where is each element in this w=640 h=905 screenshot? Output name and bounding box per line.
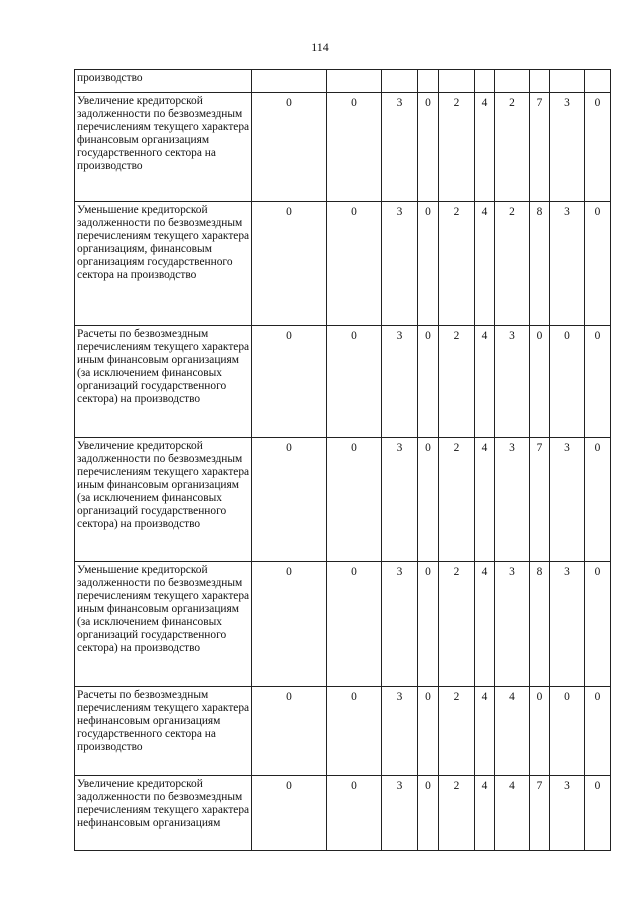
code-digit: 2 xyxy=(495,93,530,202)
code-digit: 4 xyxy=(475,93,495,202)
code-digit: 2 xyxy=(495,202,530,326)
code-digit: 3 xyxy=(382,687,418,776)
code-digit: 3 xyxy=(382,93,418,202)
code-digit: 0 xyxy=(418,776,439,851)
code-digit: 7 xyxy=(530,93,550,202)
code-digit: 4 xyxy=(475,326,495,438)
code-digit: 3 xyxy=(550,93,585,202)
code-digit: 0 xyxy=(418,438,439,562)
account-codes-table xyxy=(74,69,611,851)
row-description: Расчеты по безвозмездным перечислениям текущего характера нефинансовым организациям государственного сектора на производство xyxy=(75,687,252,776)
row-description: Увеличение кредиторской задолженности по безвозмездным перечислениям текущего характера иным финансовым организациям (за исключением финансовых организаций государственного сектора) на производство xyxy=(75,438,252,562)
code-digit: 0 xyxy=(252,93,327,202)
code-digit: 0 xyxy=(585,438,611,562)
code-digit: 0 xyxy=(585,776,611,851)
code-digit: 0 xyxy=(327,562,382,687)
code-digit: 0 xyxy=(327,438,382,562)
code-digit: 8 xyxy=(530,202,550,326)
code-digit xyxy=(475,70,495,93)
code-digit: 0 xyxy=(585,93,611,202)
code-digit: 0 xyxy=(327,687,382,776)
code-digit xyxy=(252,70,327,93)
code-digit xyxy=(495,70,530,93)
code-digit: 0 xyxy=(585,326,611,438)
table-row xyxy=(75,326,611,438)
code-digit: 0 xyxy=(252,326,327,438)
code-digit: 2 xyxy=(439,202,475,326)
code-digit: 0 xyxy=(530,687,550,776)
table-row xyxy=(75,776,611,851)
code-digit: 3 xyxy=(550,562,585,687)
code-digit xyxy=(585,70,611,93)
code-digit: 3 xyxy=(382,438,418,562)
page-number: 114 xyxy=(311,40,329,54)
code-digit: 4 xyxy=(495,776,530,851)
code-digit: 0 xyxy=(252,687,327,776)
code-digit: 2 xyxy=(439,326,475,438)
code-digit: 0 xyxy=(327,93,382,202)
code-digit: 0 xyxy=(252,438,327,562)
code-digit: 2 xyxy=(439,687,475,776)
code-digit: 4 xyxy=(475,202,495,326)
code-digit xyxy=(530,70,550,93)
code-digit: 2 xyxy=(439,93,475,202)
code-digit xyxy=(382,70,418,93)
code-digit xyxy=(439,70,475,93)
code-digit: 2 xyxy=(439,438,475,562)
code-digit: 3 xyxy=(382,202,418,326)
code-digit: 3 xyxy=(550,202,585,326)
code-digit: 4 xyxy=(495,687,530,776)
code-digit: 0 xyxy=(418,562,439,687)
code-digit: 0 xyxy=(327,202,382,326)
code-digit: 0 xyxy=(327,326,382,438)
code-digit: 0 xyxy=(585,562,611,687)
code-digit: 3 xyxy=(382,326,418,438)
table-row xyxy=(75,562,611,687)
code-digit: 2 xyxy=(439,776,475,851)
code-digit xyxy=(327,70,382,93)
code-digit: 0 xyxy=(327,776,382,851)
row-description: Расчеты по безвозмездным перечислениям текущего характера иным финансовым организациям (за исключением финансовых организаций государственного сектора) на производство xyxy=(75,326,252,438)
code-digit: 3 xyxy=(550,438,585,562)
table-row xyxy=(75,70,611,93)
code-digit: 0 xyxy=(418,93,439,202)
code-digit: 0 xyxy=(585,687,611,776)
code-digit: 3 xyxy=(495,438,530,562)
code-digit: 3 xyxy=(495,562,530,687)
row-description: производство xyxy=(75,70,252,93)
code-digit: 4 xyxy=(475,776,495,851)
code-digit: 4 xyxy=(475,687,495,776)
table-row xyxy=(75,202,611,326)
row-description: Увеличение кредиторской задолженности по безвозмездным перечислениям текущего характера финансовым организациям государственного сектора на производство xyxy=(75,93,252,202)
code-digit: 7 xyxy=(530,776,550,851)
row-description: Уменьшение кредиторской задолженности по безвозмездным перечислениям текущего характера иным финансовым организациям (за исключением финансовых организаций государственного сектора) на производство xyxy=(75,562,252,687)
code-digit: 0 xyxy=(418,326,439,438)
code-digit xyxy=(418,70,439,93)
code-digit: 0 xyxy=(550,687,585,776)
code-digit: 0 xyxy=(550,326,585,438)
code-digit: 0 xyxy=(418,202,439,326)
code-digit: 3 xyxy=(550,776,585,851)
code-digit: 4 xyxy=(475,562,495,687)
row-description: Уменьшение кредиторской задолженности по безвозмездным перечислениям текущего характера организациям, финансовым организациям государственного сектора на производство xyxy=(75,202,252,326)
code-digit: 3 xyxy=(495,326,530,438)
code-digit: 0 xyxy=(585,202,611,326)
code-digit: 0 xyxy=(252,776,327,851)
code-digit xyxy=(550,70,585,93)
table-row xyxy=(75,687,611,776)
code-digit: 0 xyxy=(418,687,439,776)
row-description: Увеличение кредиторской задолженности по безвозмездным перечислениям текущего характера нефинансовым организациям xyxy=(75,776,252,851)
code-digit: 0 xyxy=(530,326,550,438)
code-digit: 7 xyxy=(530,438,550,562)
code-digit: 3 xyxy=(382,776,418,851)
table-row xyxy=(75,438,611,562)
table-row xyxy=(75,93,611,202)
code-digit: 0 xyxy=(252,202,327,326)
code-digit: 3 xyxy=(382,562,418,687)
code-digit: 4 xyxy=(475,438,495,562)
code-digit: 8 xyxy=(530,562,550,687)
code-digit: 0 xyxy=(252,562,327,687)
code-digit: 2 xyxy=(439,562,475,687)
